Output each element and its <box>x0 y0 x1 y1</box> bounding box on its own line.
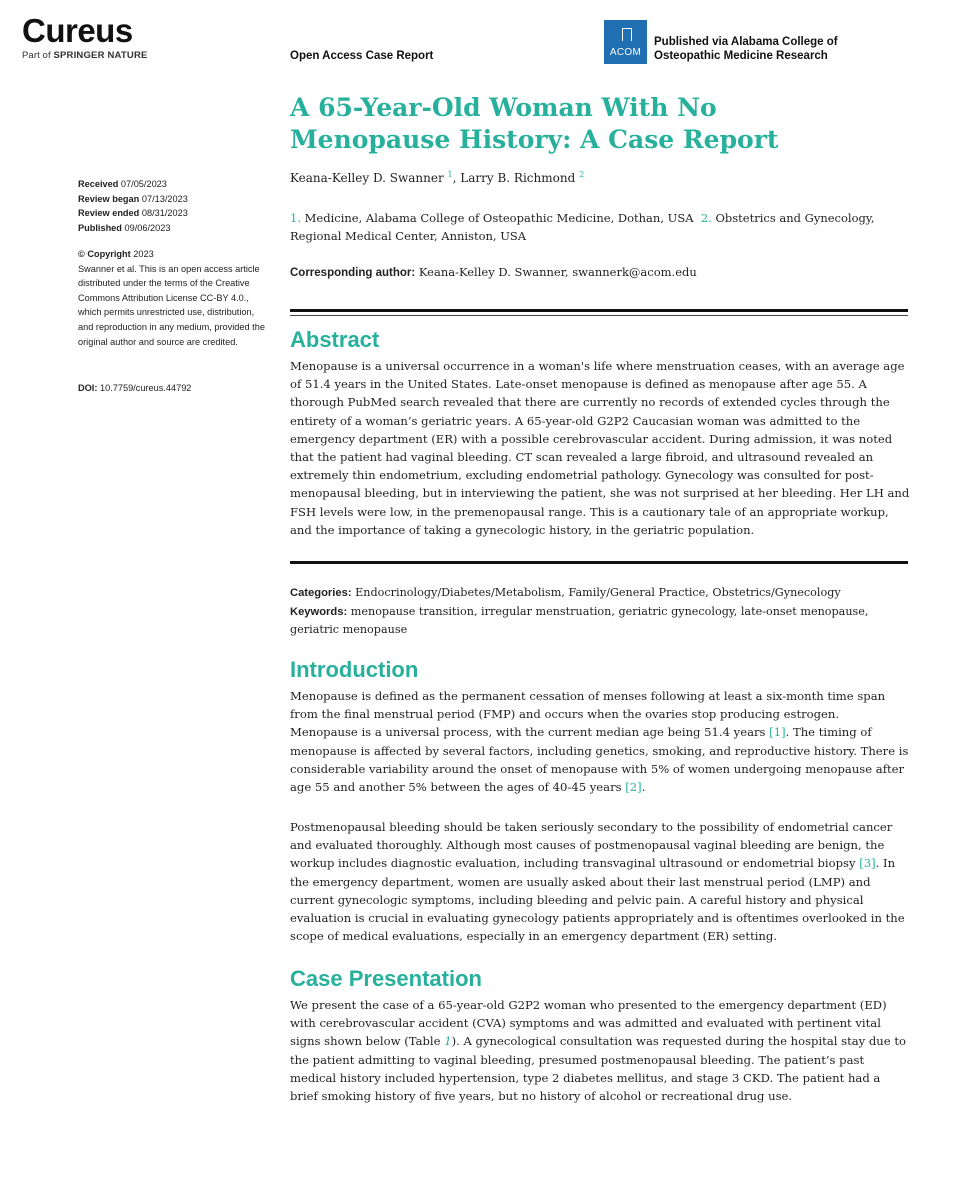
article-title: A 65-Year-Old Woman With No Menopause History: A Case Report <box>290 93 779 154</box>
citation-link[interactable]: [2] <box>625 780 642 795</box>
logo-publisher: SPRINGER NATURE <box>53 50 148 61</box>
published-label: Published <box>78 222 122 233</box>
categories-line <box>290 584 910 603</box>
copyright-label: © Copyright <box>78 249 131 259</box>
section-divider <box>290 315 908 316</box>
license-text: Swanner et al. This is an open access article distributed under the terms of the Creative Commons Attribution License CC-BY 4.0., which permits unrestricted use, distribution, and reproduction in any medium, provided the original author and source are credited. <box>78 263 265 347</box>
paragraph-text: We present the case of a 65-year-old G2P2 woman who presented to the emergency department (ED) with cerebrovascular accident (CVA) symptoms and was admitted and evaluated with pertinent vital signs shown below (Table <box>290 998 887 1049</box>
copyright-block <box>78 247 268 349</box>
corresponding-author-text[interactable]: Keana-Kelley D. Swanner, swannerk@acom.edu <box>418 265 697 279</box>
corresponding-author <box>290 265 697 279</box>
section-divider <box>290 309 908 312</box>
citation-link[interactable]: [3] <box>859 856 876 871</box>
paragraph-text: . The timing of menopause is affected by several factors, including genetics, smoking, and reproductive history. There is considerable variability around the onset of menopause with 5% of women undergoing menopause after age 55 and another 5% between the ages of 40-45 years <box>290 725 909 795</box>
paragraph-text: . In the emergency department, women are usually asked about their last menstrual period (LMP) and current gynecologic symptoms, including bleeding and pelvic pain. A careful history and physical evaluation is crucial in evaluating gynecology patients appropriately and is oftentimes overlooked in the scope of medical evaluations, especially in an emergency department (ER) setting. <box>290 856 905 944</box>
review-ended-date <box>78 206 268 221</box>
abstract-heading: Abstract <box>290 327 380 352</box>
affiliation-text: Obstetrics and Gynecology, Regional Medical Center, Anniston, USA <box>290 211 875 243</box>
review-began-date <box>78 192 268 207</box>
article-dates <box>78 177 268 235</box>
author-name[interactable]: Keana-Kelley D. Swanner <box>290 171 444 185</box>
categories-value[interactable]: Endocrinology/Diabetes/Metabolism, Family/General Practice, Obstetrics/Gynecology <box>355 586 841 599</box>
corresponding-author-label: Corresponding author: <box>290 267 416 279</box>
categories-label: Categories: <box>290 587 352 599</box>
published-via-note: Published via Alabama College of Osteopathic Medicine Research <box>654 36 838 62</box>
section-divider <box>290 561 908 564</box>
paragraph-text: Menopause is defined as the permanent cessation of menses following at least a six-month time span from the final menstrual period (FMP) and occurs when the ovaries stop producing estrogen. Menopause is a universal process, with the current median age being 51.4 years <box>290 689 886 740</box>
cureus-logo[interactable] <box>22 14 148 61</box>
introduction-heading: Introduction <box>290 657 419 682</box>
affiliation-marker[interactable]: 2 <box>579 170 585 179</box>
paragraph-text: Postmenopausal bleeding should be taken seriously secondary to the possibility of endometrial cancer and evaluated thoroughly. Although most causes of postmenopausal vaginal bleeding are benign, the workup includes diagnostic evaluation, including transvaginal ultrasound or endometrial biopsy <box>290 820 893 871</box>
review-ended-label: Review ended <box>78 208 140 219</box>
paragraph-text: ). A gynecological consultation was requested during the hospital stay due to the patient admitting to vaginal bleeding, presumed postmenopausal bleeding. The patient’s past medical history included hypertension, type 2 diabetes mellitus, and stage 3 CKD. The patient had a brief smoking history of five years, but no history of alcohol or recreational drug use. <box>290 1034 906 1104</box>
doi-label: DOI: <box>78 383 98 393</box>
keywords-line <box>290 603 910 639</box>
affiliations <box>290 209 915 245</box>
published-value: 09/06/2023 <box>124 222 171 233</box>
affiliation-marker[interactable]: 1 <box>447 170 453 179</box>
introduction-paragraph <box>290 687 910 796</box>
author-list <box>290 170 584 185</box>
table-reference-link[interactable]: 1 <box>444 1034 452 1049</box>
logo-subtitle <box>22 50 148 61</box>
citation-link[interactable]: [1] <box>769 725 786 740</box>
affiliation-number: 2. <box>700 211 712 225</box>
acom-logo <box>604 20 647 64</box>
received-date <box>78 177 268 192</box>
review-ended-value: 08/31/2023 <box>141 208 188 219</box>
paragraph-text: . <box>641 780 646 795</box>
author-separator: , <box>452 171 461 185</box>
logo-part-of: Part of <box>22 50 51 61</box>
case-presentation-heading: Case Presentation <box>290 966 482 991</box>
published-date <box>78 221 268 236</box>
review-began-label: Review began <box>78 193 140 204</box>
case-presentation-paragraph <box>290 996 910 1105</box>
abstract-text: Menopause is a universal occurrence in a woman's life where menstruation ceases, with an average age of 51.4 years in the United States. Late-onset menopause is defined as menopause after age 55. A thorough PubMed search revealed that there are currently no records of extended cycles through the entirety of a woman’s geriatric years. A 65-year-old G2P2 Caucasian woman was admitted to the emergency department (ER) with a possible cerebrovascular accident. During admission, it was noted that the patient had vaginal bleeding. CT scan revealed a large fibroid, and ultrasound revealed an extremely thin endometrium, excluding endometrial pathology. Gynecology was consulted for post-menopausal bleeding, but in interviewing the patient, she was not surprised at her bleeding. Her LH and FSH levels were low, in the premenopausal range. This is a cautionary tale of an appropriate workup, and the importance of taking a gynecologic history, in the geriatric population. <box>290 359 910 537</box>
keywords-value: menopause transition, irregular menstruation, geriatric gynecology, late-onset menopause, geriatric menopause <box>290 604 869 636</box>
author-name[interactable]: Larry B. Richmond <box>460 171 576 185</box>
received-value: 07/05/2023 <box>120 179 167 189</box>
acom-logo-text: ACOM <box>609 47 642 58</box>
article-type-label: Open Access Case Report <box>290 50 434 62</box>
acom-mark-icon <box>622 28 632 41</box>
copyright-line <box>78 247 268 262</box>
copyright-year: 2023 <box>133 249 154 259</box>
review-began-value: 07/13/2023 <box>141 193 188 204</box>
introduction-paragraph <box>290 818 910 945</box>
keywords-label: Keywords: <box>290 605 348 618</box>
article-categories <box>290 584 910 639</box>
logo-wordmark: Cureus <box>22 12 133 49</box>
affiliation-number: 1. <box>290 211 301 225</box>
received-label: Received <box>78 179 119 189</box>
doi-link[interactable]: 10.7759/cureus.44792 <box>99 383 192 393</box>
affiliation-text: Medicine, Alabama College of Osteopathic Medicine, Dothan, USA <box>304 211 694 225</box>
doi-block <box>78 381 268 396</box>
